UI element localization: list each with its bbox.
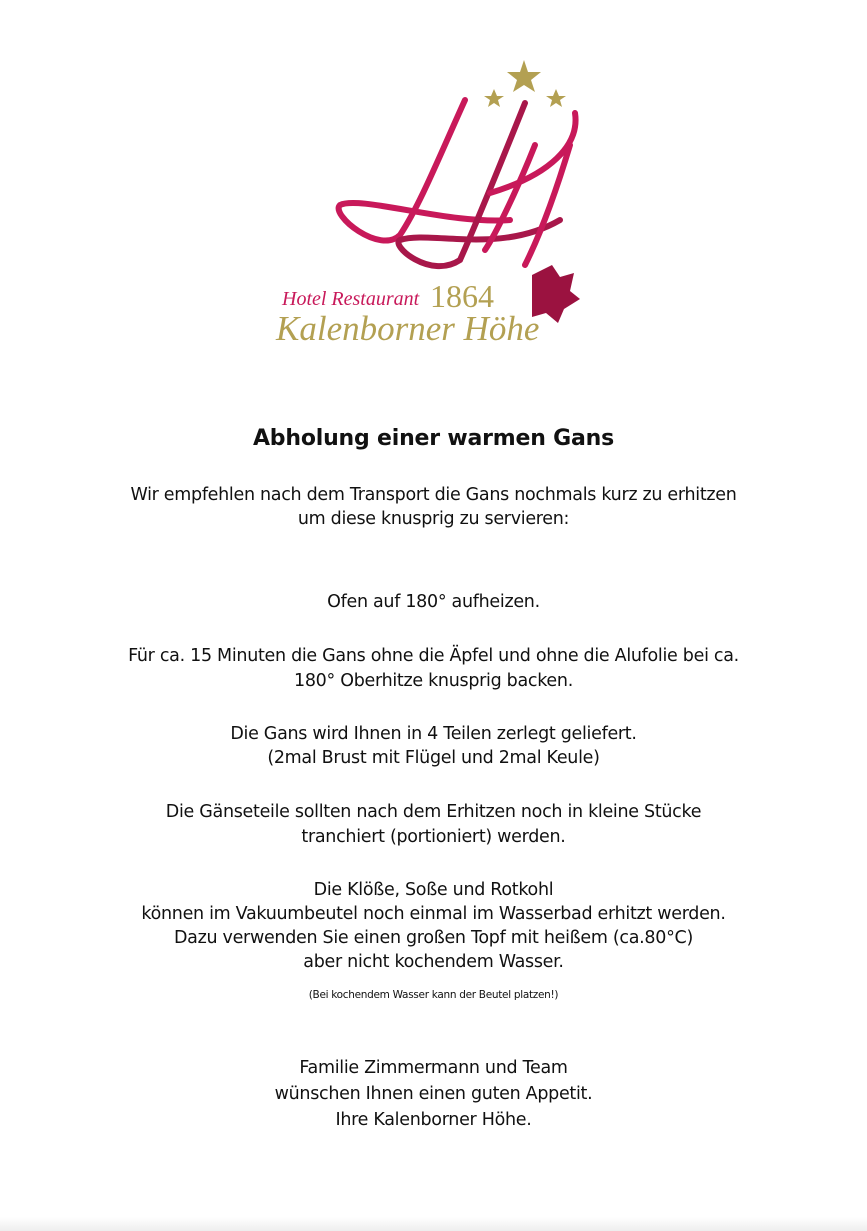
lkh-monogram <box>339 100 576 266</box>
step-line: Die Klöße, Soße und Rotkohl <box>313 880 554 900</box>
logo-name: Kalenborner Höhe <box>276 309 540 348</box>
step-line: (2mal Brust mit Flügel und 2mal Keule) <box>267 748 600 768</box>
closing-line: Ihre Kalenborner Höhe. <box>335 1110 532 1130</box>
note-text: (Bei kochendem Wasser kann der Beutel platzen!) <box>308 989 559 1001</box>
stars-icon <box>484 60 566 107</box>
closing-line: wünschen Ihnen einen guten Appetit. <box>274 1084 593 1104</box>
logo-year: 1864 <box>430 278 494 314</box>
step-line: Ofen auf 180° aufheizen. <box>327 592 540 612</box>
step-line: aber nicht kochendem Wasser. <box>303 952 564 972</box>
page-bottom-shadow <box>0 1217 867 1231</box>
intro-line: Wir empfehlen nach dem Transport die Gans nochmals kurz zu erhitzen <box>130 485 737 505</box>
step-line: tranchiert (portioniert) werden. <box>301 827 566 847</box>
logo-hotel-restaurant: Hotel Restaurant <box>282 288 420 310</box>
closing-line: Familie Zimmermann und Team <box>299 1058 568 1078</box>
step-line: Für ca. 15 Minuten die Gans ohne die Äpfel und ohne die Alufolie bei ca. <box>128 646 739 666</box>
step-line: Die Gans wird Ihnen in 4 Teilen zerlegt geliefert. <box>230 724 637 744</box>
hotel-logo <box>270 55 600 350</box>
intro-line: um diese knusprig zu servieren: <box>297 509 570 529</box>
step-line: Die Gänseteile sollten nach dem Erhitzen noch in kleine Stücke <box>165 802 702 822</box>
page-title: Abholung einer warmen Gans <box>252 426 615 451</box>
step-line: Dazu verwenden Sie einen großen Topf mit heißem (ca.80°C) <box>174 928 693 948</box>
step-line: können im Vakuumbeutel noch einmal im Wasserbad erhitzt werden. <box>141 904 726 924</box>
step-line: 180° Oberhitze knusprig backen. <box>294 671 573 691</box>
